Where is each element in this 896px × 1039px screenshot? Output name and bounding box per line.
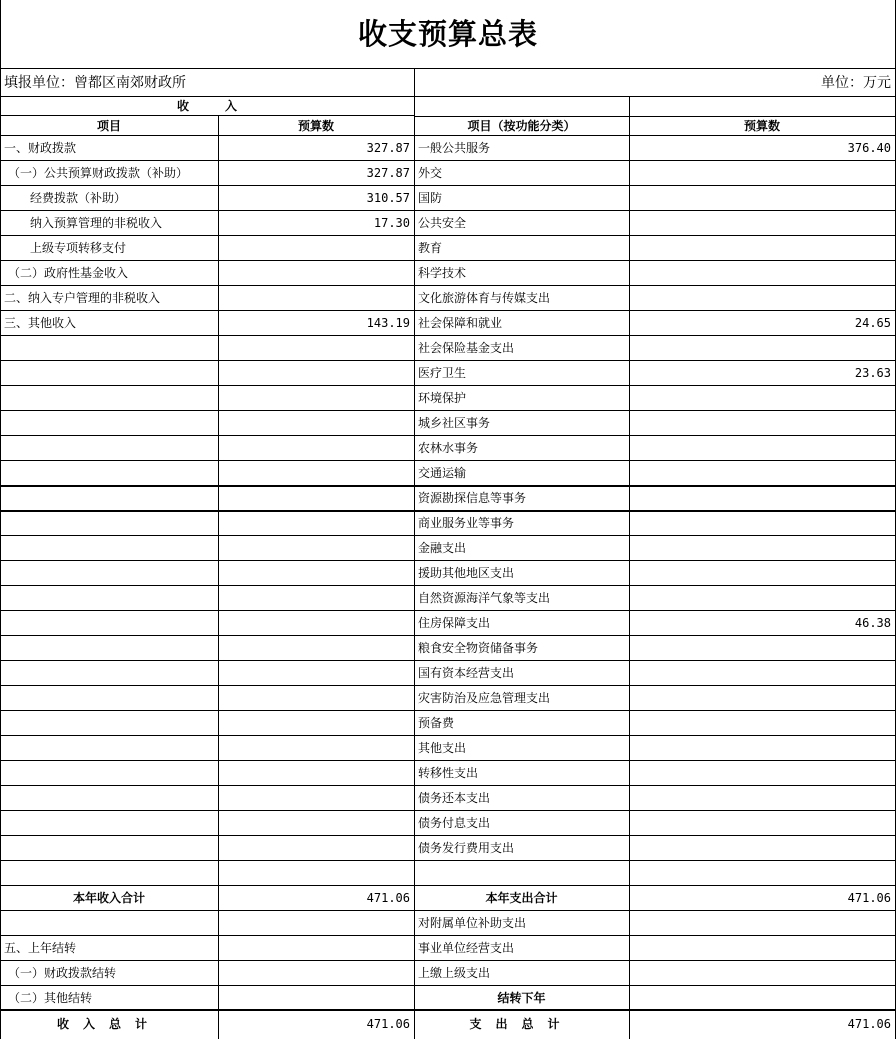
table-row-expense-item: 城乡社区事务	[418, 416, 491, 430]
table-row-income-item	[0, 861, 218, 885]
table-row-expense-amount: 23.63	[854, 366, 891, 380]
table-row-expense-item: 文化旅游体育与传媒支出	[418, 291, 551, 305]
table-row-expense-amount: 376.40	[847, 141, 891, 155]
table-row-expense-item: 粮食安全物资储备事务	[418, 641, 539, 655]
grid-line	[218, 116, 219, 1039]
table-row-income-item	[0, 561, 218, 585]
table-row-income-item: 三、其他收入	[4, 316, 77, 330]
table-row-income-item: 纳入预算管理的非税收入	[30, 216, 163, 230]
table-row-expense-item: 债务付息支出	[418, 816, 491, 830]
table-row-income-item: 上级专项转移支付	[30, 241, 127, 255]
table-row-expense-item: 医疗卫生	[418, 366, 467, 380]
table-row-income-item	[0, 736, 218, 760]
table-row-income-item: 经费拨款（补助）	[30, 191, 127, 205]
table-row-expense-item: 债务还本支出	[418, 791, 491, 805]
table-row-expense-amount	[629, 411, 895, 435]
table-row-expense-item: 灾害防治及应急管理支出	[418, 691, 551, 705]
table-row-expense-item: 援助其他地区支出	[418, 566, 515, 580]
grid-line	[414, 69, 415, 1039]
table-row-income-item	[0, 786, 218, 810]
annual-expense-total-amount: 471.06	[847, 891, 891, 905]
annual-income-total-amount: 471.06	[366, 891, 410, 905]
table-row-income-item: （二）政府性基金收入	[8, 266, 129, 280]
table-row-income-item	[0, 811, 218, 835]
table-row-income-item	[0, 586, 218, 610]
expense-item-header: 项目（按功能分类）	[467, 118, 576, 133]
table-row-income-amount	[218, 661, 414, 685]
table-row-expense-item: 预备费	[418, 716, 455, 730]
table-row-expense-item: 教育	[418, 241, 443, 255]
table-row-income-amount	[218, 836, 414, 860]
table-row-expense-amount	[629, 386, 895, 410]
table-row-income-item	[0, 611, 218, 635]
annual-income-total-label: 本年收入合计	[72, 891, 145, 905]
expense-amount-header: 预算数	[743, 118, 780, 133]
table-row-income-amount	[218, 261, 414, 285]
table-row-expense-amount	[629, 236, 895, 260]
table-row-expense-amount	[629, 836, 895, 860]
page-title: 收支预算总表	[357, 16, 538, 51]
table-row-expense-amount	[629, 761, 895, 785]
table-row-income-item: 一、财政拨款	[4, 141, 77, 155]
table-row-expense-amount	[629, 211, 895, 235]
annual-expense-total-label: 本年支出合计	[485, 891, 558, 905]
grand-expense-total-label: 支出总计	[469, 1017, 574, 1031]
table-row-expense-item: 债务发行费用支出	[418, 841, 515, 855]
table-row-expense-item: 社会保险基金支出	[418, 341, 515, 355]
bottom-row-income-item	[0, 911, 218, 935]
table-row-expense-item: 自然资源海洋气象等支出	[418, 591, 551, 605]
table-row-income-item	[0, 411, 218, 435]
bottom-row-expense-item: 结转下年	[497, 991, 546, 1005]
table-row-income-item	[0, 336, 218, 360]
table-row-income-amount	[218, 611, 414, 635]
reporting-unit: 填报单位：曾都区南郊财政所	[4, 74, 186, 91]
table-row-expense-item	[414, 861, 629, 885]
table-row-expense-amount	[629, 786, 895, 810]
table-row-income-amount	[218, 686, 414, 710]
table-row-expense-item: 资源勘探信息等事务	[418, 491, 527, 505]
table-row-income-amount	[218, 511, 414, 535]
table-row-income-item: （一）公共预算财政拨款（补助）	[8, 166, 189, 180]
table-row-expense-amount	[629, 811, 895, 835]
table-row-income-amount	[218, 736, 414, 760]
unit-label: 单位：万元	[821, 74, 891, 91]
table-row-expense-item: 交通运输	[418, 466, 467, 480]
table-row-expense-amount	[629, 461, 895, 485]
table-row-income-amount	[218, 536, 414, 560]
table-row-income-amount	[218, 561, 414, 585]
table-row-expense-item: 转移性支出	[418, 766, 479, 780]
table-row-expense-amount: 46.38	[854, 616, 891, 630]
table-row-income-amount	[218, 461, 414, 485]
income-item-header: 项目	[96, 118, 121, 133]
table-row-expense-item: 其他支出	[418, 741, 467, 755]
table-row-expense-item: 金融支出	[418, 541, 467, 555]
table-row-expense-amount	[629, 736, 895, 760]
table-row-income-item	[0, 461, 218, 485]
bottom-row-expense-item: 对附属单位补助支出	[418, 916, 527, 930]
table-row-income-amount: 327.87	[366, 166, 410, 180]
table-row-expense-amount	[629, 686, 895, 710]
bottom-row-income-item: （一）财政拨款结转	[8, 966, 117, 980]
table-row-expense-item: 一般公共服务	[418, 141, 491, 155]
grid-line	[0, 0, 1, 1039]
table-row-expense-item: 外交	[418, 166, 443, 180]
grand-income-total-amount: 471.06	[366, 1017, 410, 1031]
table-row-expense-amount	[629, 436, 895, 460]
bottom-row-expense-item: 上缴上级支出	[418, 966, 491, 980]
table-row-expense-amount	[629, 261, 895, 285]
table-row-expense-item: 科学技术	[418, 266, 467, 280]
table-row-expense-item: 农林水事务	[418, 441, 479, 455]
table-row-income-amount	[218, 761, 414, 785]
table-row-expense-amount	[629, 286, 895, 310]
table-row-expense-amount	[629, 511, 895, 535]
table-row-income-amount: 327.87	[366, 141, 410, 155]
table-row-income-amount	[218, 586, 414, 610]
table-row-income-item	[0, 686, 218, 710]
table-row-expense-item: 国防	[418, 191, 443, 205]
table-row-expense-amount	[629, 536, 895, 560]
table-row-income-amount	[218, 486, 414, 510]
table-row-income-amount: 143.19	[366, 316, 410, 330]
table-row-income-amount	[218, 236, 414, 260]
table-row-income-item	[0, 711, 218, 735]
table-row-expense-amount	[629, 661, 895, 685]
grid-line	[0, 1009, 896, 1011]
table-row-expense-item: 国有资本经营支出	[418, 666, 515, 680]
table-row-expense-amount	[629, 861, 895, 885]
table-row-expense-amount: 24.65	[854, 316, 891, 330]
table-row-income-amount	[218, 711, 414, 735]
bottom-row-expense-item: 事业单位经营支出	[418, 941, 515, 955]
table-row-income-item	[0, 436, 218, 460]
grid-line	[629, 97, 630, 1039]
income-section-label: 收 入	[176, 99, 237, 113]
table-row-expense-amount	[629, 561, 895, 585]
table-row-income-item	[0, 636, 218, 660]
table-row-income-item: 二、纳入专户管理的非税收入	[4, 291, 161, 305]
table-row-income-item	[0, 536, 218, 560]
table-row-expense-amount	[629, 586, 895, 610]
table-row-income-amount	[218, 361, 414, 385]
table-row-expense-amount	[629, 636, 895, 660]
table-row-income-item	[0, 661, 218, 685]
table-row-income-item	[0, 511, 218, 535]
table-row-income-item	[0, 836, 218, 860]
table-row-income-item	[0, 486, 218, 510]
table-row-income-item	[0, 761, 218, 785]
table-row-expense-amount	[629, 161, 895, 185]
table-row-expense-amount	[629, 186, 895, 210]
table-row-expense-amount	[629, 711, 895, 735]
table-row-expense-item: 住房保障支出	[418, 616, 491, 630]
table-row-income-amount: 310.57	[366, 191, 410, 205]
table-row-expense-item: 商业服务业等事务	[418, 516, 515, 530]
table-row-expense-item: 环境保护	[418, 391, 467, 405]
grand-expense-total-amount: 471.06	[847, 1017, 891, 1031]
table-row-income-amount	[218, 336, 414, 360]
table-row-income-amount	[218, 436, 414, 460]
table-row-income-amount	[218, 286, 414, 310]
table-row-expense-item: 社会保障和就业	[418, 316, 503, 330]
table-row-income-amount	[218, 386, 414, 410]
table-row-income-item	[0, 361, 218, 385]
table-row-income-amount: 17.30	[373, 216, 410, 230]
table-row-income-amount	[218, 786, 414, 810]
table-row-income-amount	[218, 636, 414, 660]
income-amount-header: 预算数	[297, 118, 334, 133]
table-row-income-amount	[218, 861, 414, 885]
table-row-income-amount	[218, 811, 414, 835]
grand-income-total-label: 收入总计	[56, 1017, 161, 1031]
table-row-expense-item: 公共安全	[418, 216, 467, 230]
table-row-expense-amount	[629, 336, 895, 360]
bottom-row-income-item: （二）其他结转	[8, 991, 93, 1005]
table-row-income-amount	[218, 411, 414, 435]
table-row-income-item	[0, 386, 218, 410]
bottom-row-income-item: 五、上年结转	[4, 941, 77, 955]
table-row-expense-amount	[629, 486, 895, 510]
